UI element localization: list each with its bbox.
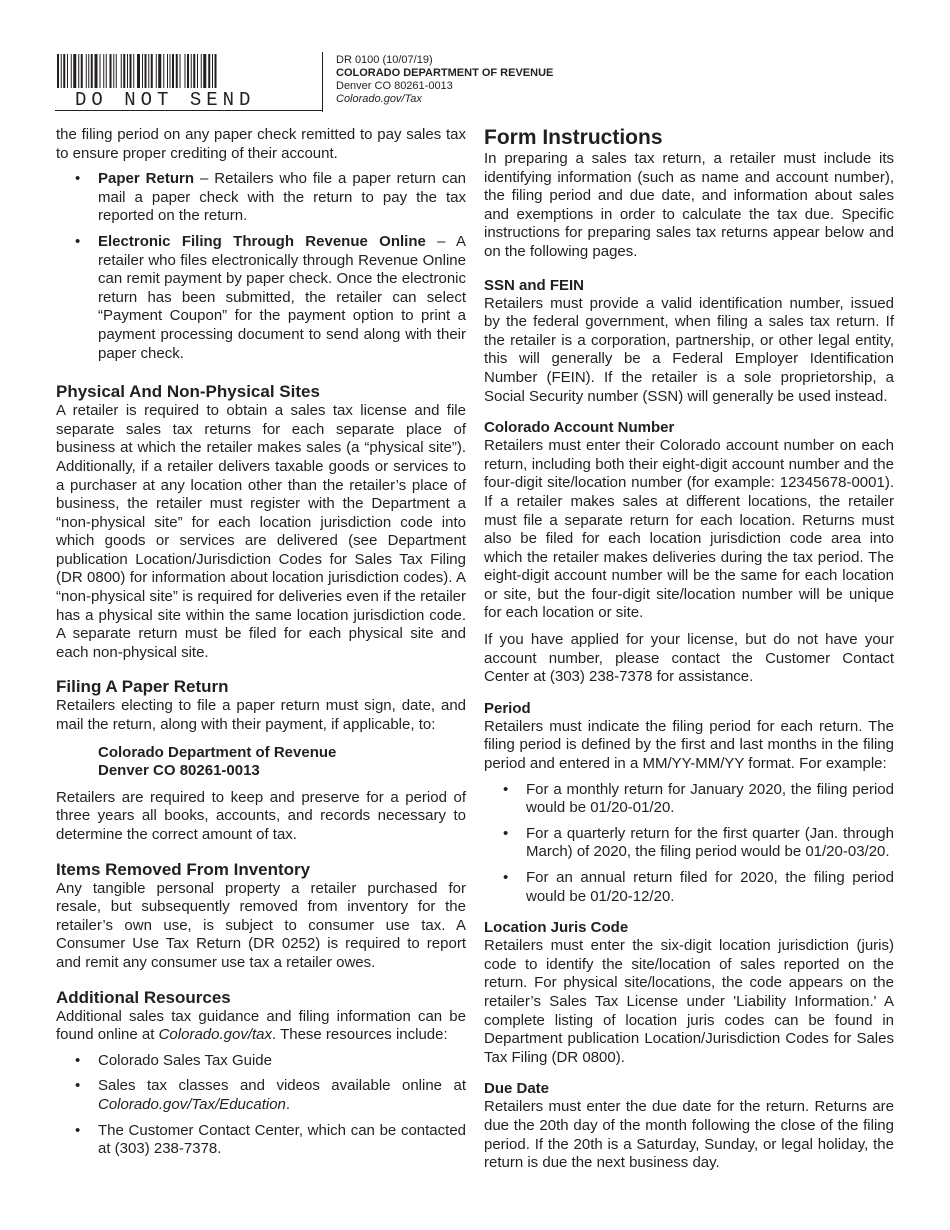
section-resources — [56, 987, 466, 1159]
list-item-text: For a monthly return for January 2020, the filing period would be 01/20-01/20. — [526, 780, 894, 817]
section-heading: Filing A Paper Return — [56, 677, 229, 697]
barcode-bar — [185, 54, 186, 88]
list-item — [56, 1077, 466, 1114]
list-item — [484, 825, 894, 862]
payment-method-list — [56, 170, 466, 363]
list-item-text: Sales tax classes and videos available online at — [98, 1077, 466, 1095]
barcode-bar — [170, 54, 171, 88]
department-website: Colorado.gov/Tax — [336, 93, 422, 105]
address-line: Colorado Department of Revenue — [98, 743, 337, 761]
barcode-bar — [100, 54, 101, 88]
section-heading: Physical And Non-Physical Sites — [56, 382, 320, 402]
section-body: Any tangible personal property a retailer purchased for resale, but subsequently removed from inventory for the retailer’s own use, is subject to consumer use tax. A Consumer Use Tax Return (DR 0252) is required to report and remit any consumer use tax a retailer owes. — [56, 879, 466, 971]
barcode-box — [55, 52, 323, 111]
mailing-address — [56, 744, 466, 781]
barcode-bar — [212, 54, 213, 88]
barcode-bar — [81, 54, 83, 88]
section-paper-return — [56, 676, 466, 844]
barcode-bar — [148, 54, 149, 88]
text-run: . — [285, 1095, 291, 1113]
barcode-bar — [197, 54, 198, 88]
list-item — [56, 233, 466, 363]
list-item-text: For an annual return filed for 2020, the filing period would be 01/20-12/20. — [526, 869, 894, 905]
list-item — [56, 1052, 466, 1071]
barcode-bar — [142, 54, 143, 88]
barcode-bar — [172, 54, 174, 88]
barcode-bar — [73, 54, 76, 88]
section-juris-code — [484, 918, 894, 1067]
barcode-bar — [91, 54, 93, 88]
section-body: If you have applied for your license, but do not have your account number, please contact the Customer Contact Center at (303) 238-7378 for assistance. — [484, 631, 894, 686]
barcode-bar — [187, 54, 189, 88]
barcode-bar — [71, 54, 72, 88]
bullet-icon: • — [75, 1051, 81, 1069]
section-body: Retailers must enter the due date for the return. Returns are due the 20th day of the month following the close of the filing period. If the 20th is a Saturday, Sunday, or legal holiday, the return is due the next business day. — [484, 1098, 894, 1172]
bullet-icon: • — [75, 1121, 81, 1139]
section-heading: Due Date — [484, 1080, 550, 1098]
department-name: COLORADO DEPARTMENT OF REVENUE — [336, 67, 554, 79]
barcode — [57, 54, 279, 88]
period-list — [484, 781, 894, 907]
barcode-bar — [63, 54, 65, 88]
list-item — [484, 869, 894, 906]
section-inventory — [56, 859, 466, 973]
section-body: Retailers are required to keep and preserve for a period of three years all books, accounts, and records necessary to determine the correct amount of tax. — [56, 788, 466, 843]
barcode-bar — [193, 54, 195, 88]
department-address: Denver CO 80261-0013 — [336, 80, 453, 92]
form-header — [55, 52, 575, 112]
barcode-bar — [116, 54, 117, 88]
agency-block — [336, 54, 553, 106]
barcode-bar — [215, 54, 217, 88]
section-heading: Items Removed From Inventory — [56, 859, 311, 879]
bullet-icon: • — [503, 869, 509, 886]
list-item-text: The Customer Contact Center, which can be contacted at (303) 238-7378. — [98, 1121, 466, 1158]
bullet-icon: • — [503, 824, 509, 842]
right-column — [484, 126, 894, 1173]
barcode-bar — [137, 54, 140, 88]
section-heading: Location Juris Code — [484, 919, 629, 937]
section-body: Retailers must indicate the filing period for each return. The filing period is defined by the first and last months in the filing period and entered in a MM/YY-MM/YY format. For example: — [484, 717, 894, 773]
section-ssn — [484, 276, 894, 407]
list-item — [56, 170, 466, 226]
section-due-date — [484, 1079, 894, 1172]
barcode-bar — [110, 54, 112, 88]
barcode-bar — [86, 54, 87, 88]
list-item-label: Electronic Filing Through Revenue Online — [98, 232, 426, 250]
section-body: Retailers must provide a valid identification number, issued by the federal government, when filing a sales tax return. If the retailer is a corporation, partnership, or other legal entity, this will generally be a Federal Employer Identification Number (FEIN). If the retailer is a sole proprietorship, a Social Security number (SSN) will generally be used instead. — [484, 294, 894, 405]
list-item-text: – Retailers who file a paper return can mail a paper check with the return to pay the tax reported on the return. — [98, 170, 466, 225]
barcode-bar — [113, 54, 114, 88]
barcode-bar — [145, 54, 147, 88]
left-column — [56, 126, 466, 1159]
list-item-label: Paper Return — [98, 170, 194, 188]
barcode-bar — [127, 54, 128, 88]
website-link: Colorado.gov/Tax/Education — [98, 1095, 286, 1113]
section-heading: Period — [484, 699, 531, 717]
barcode-bar — [121, 54, 122, 88]
text-run: Additional sales tax guidance and filing information can be found online at — [56, 1007, 466, 1044]
barcode-bar — [106, 54, 107, 88]
barcode-bar — [167, 54, 168, 88]
page-title: Form Instructions — [484, 126, 663, 149]
bullet-icon: • — [503, 780, 509, 798]
list-item — [484, 781, 894, 818]
form-number: DR 0100 (10/07/19) — [336, 54, 433, 66]
website-link: Colorado.gov/tax — [158, 1026, 272, 1044]
barcode-bar — [123, 54, 125, 88]
section-body: Retailers must enter the six-digit location jurisdiction (juris) code to identify the site/location of sales reported on the return. For physical site/locations, the code appears on the retailer’s Sales Tax License under 'Liability Information.' A complete listing of location juris codes can be found in Department publication Location/Jurisdiction Codes for Sales Tax Filing (DR 0800). — [484, 937, 894, 1066]
section-heading: SSN and FEIN — [484, 276, 585, 294]
barcode-bar — [130, 54, 132, 88]
barcode-bar — [180, 54, 181, 88]
resource-list — [56, 1052, 466, 1159]
barcode-bar — [158, 54, 161, 88]
barcode-bar — [61, 54, 62, 88]
section-body: Retailers electing to file a paper return must sign, date, and mail the return, along with their payment, if applicable, to: — [56, 697, 466, 734]
barcode-bar — [88, 54, 89, 88]
section-period — [484, 699, 894, 906]
section-body: Retailers must enter their Colorado account number on each return, including both their eight-digit account number and the four-digit site/location number (for example: 12345678-0001). If a retailer makes sales at different locations, the retailer must file a separate return for each location. Returns must also be filed for each location jurisdiction code area into which the retailer makes deliveries during the tax period. The eight-digit account number will be the same for each location or site, but the four-digit site/location number will be unique for each location or site. — [484, 437, 894, 622]
barcode-bar — [208, 54, 210, 88]
barcode-bar — [67, 54, 68, 88]
barcode-bar — [163, 54, 164, 88]
section-body — [56, 1008, 466, 1045]
section-account-number — [484, 418, 894, 687]
barcode-bar — [103, 54, 104, 88]
barcode-bar — [176, 54, 178, 88]
barcode-label: DO NOT SEND — [75, 89, 256, 111]
section-sites — [56, 381, 466, 662]
list-item-text: For a quarterly return for the first quarter (Jan. through March) of 2020, the filing period would be 01/20-03/20. — [526, 824, 894, 861]
barcode-bar — [133, 54, 134, 88]
bullet-icon: • — [75, 232, 81, 250]
text-run: . These resources include: — [272, 1026, 448, 1044]
barcode-bar — [203, 54, 206, 88]
bullet-icon: • — [75, 1077, 81, 1095]
barcode-bar — [156, 54, 157, 88]
list-item-text: – A retailer who files electronically through Revenue Online can remit payment by paper check. Once the electronic return has been submitted, the retailer can select “Payment Coupon” for the payment option to print a payment processing document to send along with their paper check. — [98, 232, 466, 362]
address-line: Denver CO 80261-0013 — [98, 762, 260, 780]
intro-text: In preparing a sales tax return, a retailer must include its identifying information (such as name and account number), the filing period and due date, and information about sales and exemptions in order to calculate the tax due. Specific instructions for preparing sales tax returns appear below and on the following pages. — [484, 150, 894, 260]
barcode-bar — [95, 54, 98, 88]
barcode-bar — [191, 54, 192, 88]
list-item — [56, 1122, 466, 1159]
barcode-bar — [151, 54, 153, 88]
section-heading: Additional Resources — [56, 987, 231, 1007]
list-item-text: Colorado Sales Tax Guide — [98, 1051, 272, 1069]
barcode-bar — [57, 54, 59, 88]
header-divider — [322, 52, 323, 112]
section-body: A retailer is required to obtain a sales tax license and file separate sales tax returns for each separate place of business at which the retailer makes sales (a “physical site”). Additionally, if a retailer delivers taxable goods or services to a purchaser at any location other than the retailer’s place of business, the retailer must register with the Department a “non-physical site” for each location jurisdiction code into which goods or services are delivered (see Department publication Location/Jurisdiction Codes for Sales Tax Filing (DR 0800) for information about location jurisdiction codes). A “non-physical site” is required for deliveries even if the retailer has a physical site within the same location jurisdiction code. A separate return must be filed for each physical site and each non-physical site. — [56, 402, 466, 661]
intro-text: the filing period on any paper check remitted to pay sales tax to ensure proper crediting of their account. — [56, 126, 466, 162]
barcode-bar — [78, 54, 79, 88]
bullet-icon: • — [75, 170, 81, 188]
barcode-bar — [201, 54, 202, 88]
section-heading: Colorado Account Number — [484, 419, 675, 437]
